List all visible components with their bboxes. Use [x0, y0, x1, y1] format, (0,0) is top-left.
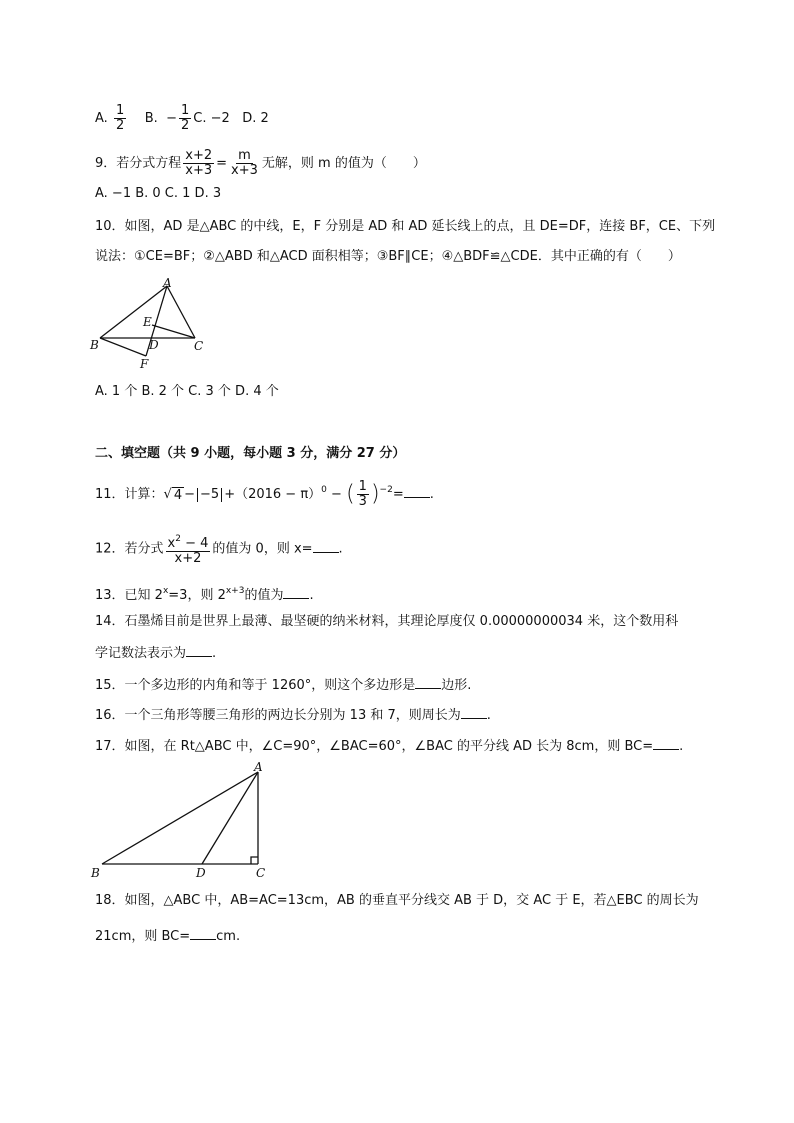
- q16-stem: [95, 706, 491, 725]
- q14-line-2: [95, 644, 216, 663]
- q8-b-numerator: 1: [180, 103, 190, 118]
- q8-b-denominator: 2: [180, 118, 190, 133]
- q16-end: .: [486, 708, 491, 723]
- q15-answer-blank[interactable]: [415, 676, 441, 689]
- q8-a-numerator: 1: [115, 103, 125, 118]
- q12-num-base: x: [167, 536, 176, 551]
- q11-numerator: 1: [358, 479, 367, 494]
- q12-answer-blank[interactable]: [313, 540, 339, 553]
- q10-line-1: 10．如图，AD 是△ABC 的中线，E，F 分别是 AD 和 AD 延长线上的点，且 DE=DF，连接 BF，CE、下列: [95, 219, 716, 234]
- q12-denominator: x+2: [174, 551, 202, 566]
- q16-prefix: 16．一个三角形等腰三角形的两边长分别为 13 和 7，则周长为: [95, 708, 461, 723]
- q10-label-a: A: [163, 276, 172, 290]
- q17-prefix: 17．如图，在 Rt△ABC 中，∠C=90°，∠BAC=60°，∠BAC 的平分线 AD 长为 8cm，则 BC=: [95, 739, 654, 754]
- q15-prefix: 15．一个多边形的内角和等于 1260°，则这个多边形是: [95, 678, 416, 693]
- q12-prefix: 12．若分式: [95, 541, 164, 557]
- q11-fraction: [357, 480, 369, 509]
- q13-stem: [95, 582, 314, 605]
- q13-suffix: 的值为: [244, 588, 284, 603]
- q13-exp-2: x+3: [225, 586, 245, 596]
- q17-answer-blank[interactable]: [653, 737, 679, 750]
- left-paren: (: [346, 481, 355, 507]
- q9-stem: [95, 149, 426, 178]
- q11-sqrt: [164, 486, 185, 504]
- q12-suffix: 的值为 0，则 x=: [212, 541, 313, 557]
- q12-fraction: [166, 532, 211, 566]
- q11-minus-2: −: [326, 487, 347, 502]
- q13-answer-blank[interactable]: [283, 586, 309, 599]
- q9-lhs-fraction: [183, 149, 214, 178]
- q17-end: .: [679, 739, 684, 754]
- q13-mid: =3，则 2: [168, 588, 226, 603]
- q15-stem: [95, 676, 471, 695]
- q10-label-d: D: [149, 338, 159, 352]
- q9-lhs-denominator: x+3: [185, 163, 213, 178]
- q8-option-a-fraction: [114, 104, 126, 133]
- q17-label-c: C: [256, 866, 266, 880]
- q18-answer-blank[interactable]: [190, 927, 216, 940]
- q17-label-a: A: [254, 760, 263, 774]
- q11-plus-part: +（2016 − π）: [224, 487, 322, 502]
- q9-lhs-numerator: x+2: [185, 148, 213, 163]
- q10-triangle-figure: [85, 276, 225, 372]
- q11-minus: −: [184, 487, 196, 502]
- q9-suffix: 无解，则 m 的值为（ ）: [261, 156, 426, 171]
- q9-prefix: 9．若分式方程: [95, 156, 182, 171]
- q10-options: A. 1 个 B. 2 个 C. 3 个 D. 4 个: [95, 384, 279, 399]
- q13-end: .: [309, 588, 314, 603]
- q9-rhs-numerator: m: [238, 148, 251, 163]
- q11-answer-blank[interactable]: [404, 485, 430, 498]
- q12-end: .: [338, 541, 343, 557]
- q11-prefix: 11．计算：: [95, 487, 164, 502]
- q18-line-1: 18．如图，△ABC 中，AB=AC=13cm，AB 的垂直平分线交 AB 于 D，交 AC 于 E，若△EBC 的周长为: [95, 893, 699, 908]
- q8-option-c: C. −2: [193, 111, 230, 126]
- abs-right-bar: [221, 488, 222, 502]
- q9-rhs-denominator: x+3: [231, 163, 258, 178]
- q10-line-2: 说法：①CE=BF；②△ABD 和△ACD 面积相等；③BF∥CE；④△BDF≌△CDE．其中正确的有（ ）: [95, 249, 681, 264]
- sqrt-icon: √: [163, 486, 172, 502]
- q10-label-c: C: [194, 339, 204, 353]
- section-2-heading: 二、填空题（共 9 小题，每小题 3 分，满分 27 分）: [95, 446, 406, 461]
- q11-equals: =: [392, 487, 404, 502]
- q18-line-2-suffix: cm.: [216, 929, 241, 944]
- q17-right-triangle-figure: [88, 760, 278, 882]
- q11-abs-inner: −5: [200, 487, 220, 502]
- q10-label-e: E: [143, 315, 152, 329]
- q11-exp-zero: 0: [321, 485, 327, 495]
- q12-num-tail: − 4: [180, 536, 209, 551]
- q8-option-b-label: B.: [144, 111, 158, 126]
- q18-line-2: [95, 927, 240, 946]
- q11-denominator: 3: [358, 494, 367, 509]
- q11-radicand: 4: [173, 487, 183, 503]
- q15-suffix: 边形.: [441, 678, 472, 693]
- q8-option-b-fraction: [179, 104, 191, 133]
- q14-end: .: [212, 646, 217, 661]
- q8-a-denominator: 2: [115, 118, 125, 133]
- q9-equals: =: [216, 156, 228, 171]
- q11-exp-neg2: −2: [379, 485, 393, 495]
- q8-option-d: D. 2: [242, 111, 269, 126]
- q13-prefix: 13．已知 2: [95, 588, 163, 603]
- q17-label-b: B: [91, 866, 100, 880]
- q12-num-exp: 2: [175, 534, 181, 544]
- q17-label-d: D: [196, 866, 206, 880]
- q8-options: [95, 104, 269, 133]
- q12-stem: [95, 532, 343, 566]
- q9-options: A. −1 B. 0 C. 1 D. 3: [95, 186, 222, 201]
- q11-stem: [95, 480, 434, 509]
- q14-line-2-prefix: 学记数法表示为: [95, 646, 187, 661]
- q14-answer-blank[interactable]: [186, 644, 212, 657]
- q14-line-1: 14．石墨烯目前是世界上最薄、最坚硬的纳米材料，其理论厚度仅 0.00000000034 米，这个数用科: [95, 614, 679, 629]
- q10-label-f: F: [140, 357, 149, 371]
- q10-label-b: B: [90, 338, 99, 352]
- q9-rhs-fraction: [229, 149, 260, 178]
- right-paren: ): [370, 481, 380, 507]
- q11-end: .: [429, 487, 434, 502]
- q17-stem: [95, 737, 683, 756]
- q13-exp-1: x: [162, 586, 169, 596]
- q8-option-a-label: A.: [95, 111, 108, 126]
- abs-left-bar: [197, 488, 198, 502]
- q16-answer-blank[interactable]: [461, 706, 487, 719]
- q12-numerator: [166, 532, 211, 552]
- q18-line-2-prefix: 21cm，则 BC=: [95, 929, 191, 944]
- q8-option-b-sign: −: [166, 111, 177, 126]
